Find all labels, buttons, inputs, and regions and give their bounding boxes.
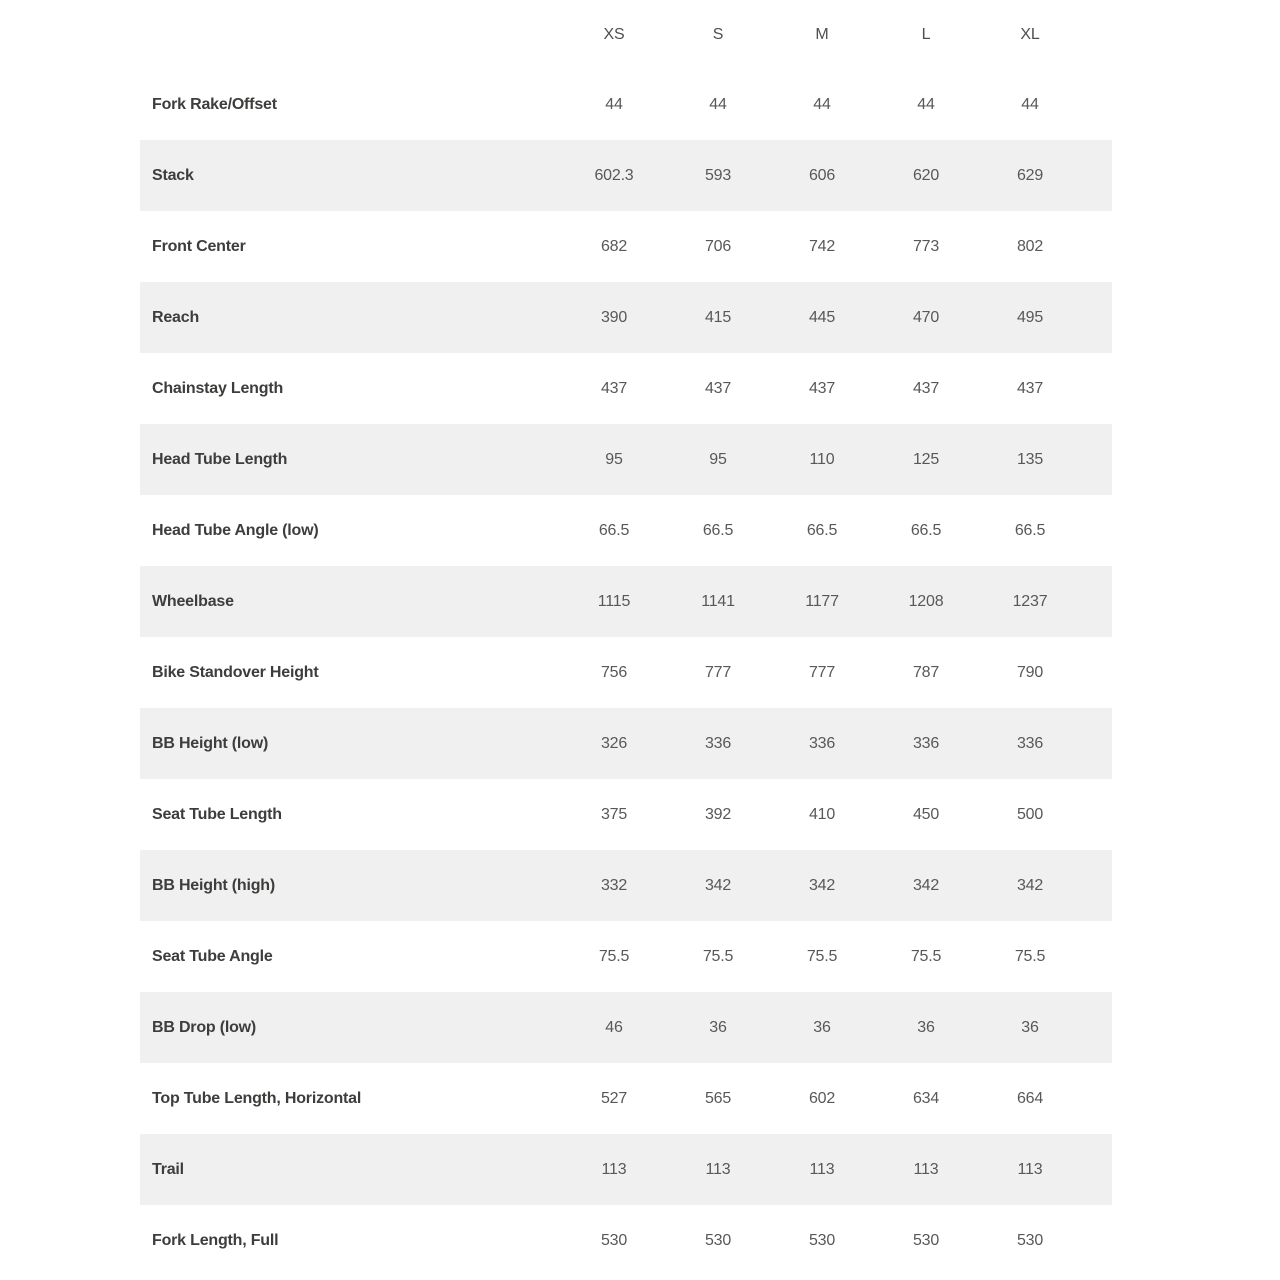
cell-value-s: 66.5	[702, 521, 734, 539]
row-label: Head Tube Length	[152, 450, 288, 468]
cell-value-xs: 46	[605, 1018, 623, 1036]
cell-value-l: 75.5	[910, 947, 942, 965]
row-label: BB Drop (low)	[152, 1018, 257, 1036]
cell-value-s: 75.5	[702, 947, 734, 965]
cell-value-xs: 95	[605, 450, 623, 468]
row-label: Front Center	[152, 237, 246, 255]
cell-value-s: 437	[704, 379, 732, 397]
row-label: BB Height (low)	[152, 734, 269, 752]
cell-value-l: 36	[917, 1018, 935, 1036]
cell-value-xs: 66.5	[598, 521, 630, 539]
cell-value-m: 75.5	[806, 947, 838, 965]
cell-value-s: 777	[704, 663, 732, 681]
cell-value-xl: 336	[1016, 734, 1044, 752]
cell-value-m: 44	[813, 95, 831, 113]
cell-value-m: 410	[808, 805, 836, 823]
row-label: Fork Rake/Offset	[152, 95, 277, 113]
cell-value-xs: 326	[600, 734, 628, 752]
cell-value-m: 437	[808, 379, 836, 397]
cell-value-s: 392	[704, 805, 732, 823]
cell-value-l: 66.5	[910, 521, 942, 539]
cell-value-m: 530	[808, 1231, 836, 1249]
cell-value-xl: 1237	[1012, 592, 1048, 610]
table-row	[140, 779, 1112, 850]
cell-value-xs: 332	[600, 876, 628, 894]
table-row	[140, 850, 1112, 921]
cell-value-xs: 437	[600, 379, 628, 397]
cell-value-m: 342	[808, 876, 836, 894]
cell-value-xs: 1115	[597, 592, 631, 610]
cell-value-s: 44	[709, 95, 727, 113]
cell-value-m: 742	[808, 237, 836, 255]
cell-value-l: 787	[912, 663, 940, 681]
cell-value-s: 113	[705, 1160, 731, 1178]
cell-value-xs: 527	[600, 1089, 628, 1107]
cell-value-xl: 36	[1021, 1018, 1039, 1036]
cell-value-xs: 44	[605, 95, 623, 113]
table-row	[140, 69, 1112, 140]
table-row	[140, 140, 1112, 211]
cell-value-xl: 500	[1016, 805, 1044, 823]
cell-value-l: 44	[917, 95, 935, 113]
row-label: Seat Tube Length	[152, 805, 282, 823]
cell-value-l: 450	[912, 805, 940, 823]
table-row	[140, 282, 1112, 353]
cell-value-m: 113	[809, 1160, 835, 1178]
cell-value-xs: 756	[600, 663, 628, 681]
row-label: Fork Length, Full	[152, 1231, 279, 1249]
cell-value-xs: 113	[601, 1160, 627, 1178]
cell-value-l: 342	[912, 876, 940, 894]
table-row	[140, 992, 1112, 1063]
cell-value-s: 530	[704, 1231, 732, 1249]
table-row	[140, 211, 1112, 282]
cell-value-l: 773	[912, 237, 940, 255]
cell-value-m: 36	[813, 1018, 831, 1036]
cell-value-m: 66.5	[806, 521, 838, 539]
cell-value-s: 36	[709, 1018, 727, 1036]
cell-value-xs: 75.5	[598, 947, 630, 965]
cell-value-s: 706	[704, 237, 732, 255]
table-row	[140, 637, 1112, 708]
cell-value-xl: 495	[1016, 308, 1044, 326]
table-row	[140, 566, 1112, 637]
row-label: Stack	[152, 166, 194, 184]
cell-value-xs: 375	[600, 805, 628, 823]
cell-value-xl: 135	[1016, 450, 1044, 468]
cell-value-xl: 802	[1016, 237, 1044, 255]
row-label: Reach	[152, 308, 200, 326]
cell-value-m: 110	[809, 450, 835, 468]
row-label: BB Height (high)	[152, 876, 275, 894]
row-label: Trail	[152, 1160, 184, 1178]
table-row	[140, 424, 1112, 495]
column-header-s: S	[712, 25, 724, 43]
cell-value-xl: 66.5	[1014, 521, 1046, 539]
cell-value-l: 620	[912, 166, 940, 184]
column-header-m: M	[815, 25, 829, 43]
column-header-xl: XL	[1020, 25, 1040, 43]
cell-value-s: 565	[704, 1089, 732, 1107]
cell-value-m: 445	[808, 308, 836, 326]
cell-value-m: 777	[808, 663, 836, 681]
cell-value-xl: 790	[1016, 663, 1044, 681]
table-row	[140, 921, 1112, 992]
cell-value-l: 470	[912, 308, 940, 326]
cell-value-xl: 75.5	[1014, 947, 1046, 965]
cell-value-l: 634	[912, 1089, 940, 1107]
cell-value-m: 606	[808, 166, 836, 184]
row-label: Chainstay Length	[152, 379, 284, 397]
cell-value-xl: 530	[1016, 1231, 1044, 1249]
table-row	[140, 495, 1112, 566]
cell-value-xl: 629	[1016, 166, 1044, 184]
cell-value-xl: 44	[1021, 95, 1039, 113]
cell-value-xs: 682	[600, 237, 628, 255]
table-row	[140, 353, 1112, 424]
cell-value-xs: 602.3	[594, 166, 634, 184]
row-label: Bike Standover Height	[152, 663, 319, 681]
cell-value-m: 1177	[805, 592, 839, 610]
cell-value-s: 1141	[701, 592, 735, 610]
cell-value-s: 593	[704, 166, 732, 184]
geometry-table	[140, 0, 1112, 1276]
column-header-l: L	[921, 25, 931, 43]
cell-value-m: 336	[808, 734, 836, 752]
cell-value-xl: 664	[1016, 1089, 1044, 1107]
cell-value-l: 336	[912, 734, 940, 752]
cell-value-xs: 390	[600, 308, 628, 326]
header-row	[140, 0, 1112, 69]
cell-value-xs: 530	[600, 1231, 628, 1249]
table-row	[140, 1063, 1112, 1134]
cell-value-l: 437	[912, 379, 940, 397]
table-row	[140, 708, 1112, 779]
cell-value-m: 602	[808, 1089, 836, 1107]
cell-value-l: 125	[912, 450, 940, 468]
row-label: Seat Tube Angle	[152, 947, 273, 965]
cell-value-s: 336	[704, 734, 732, 752]
table-row	[140, 1134, 1112, 1205]
table-row	[140, 1205, 1112, 1276]
cell-value-xl: 113	[1017, 1160, 1043, 1178]
cell-value-s: 415	[704, 308, 732, 326]
cell-value-xl: 342	[1016, 876, 1044, 894]
column-header-xs: XS	[603, 25, 625, 43]
cell-value-l: 530	[912, 1231, 940, 1249]
cell-value-l: 1208	[908, 592, 944, 610]
row-label: Wheelbase	[152, 592, 234, 610]
row-label: Head Tube Angle (low)	[152, 521, 319, 539]
table-body	[140, 69, 1112, 1276]
cell-value-s: 95	[709, 450, 727, 468]
cell-value-l: 113	[913, 1160, 939, 1178]
cell-value-s: 342	[704, 876, 732, 894]
row-label: Top Tube Length, Horizontal	[152, 1089, 362, 1107]
cell-value-xl: 437	[1016, 379, 1044, 397]
